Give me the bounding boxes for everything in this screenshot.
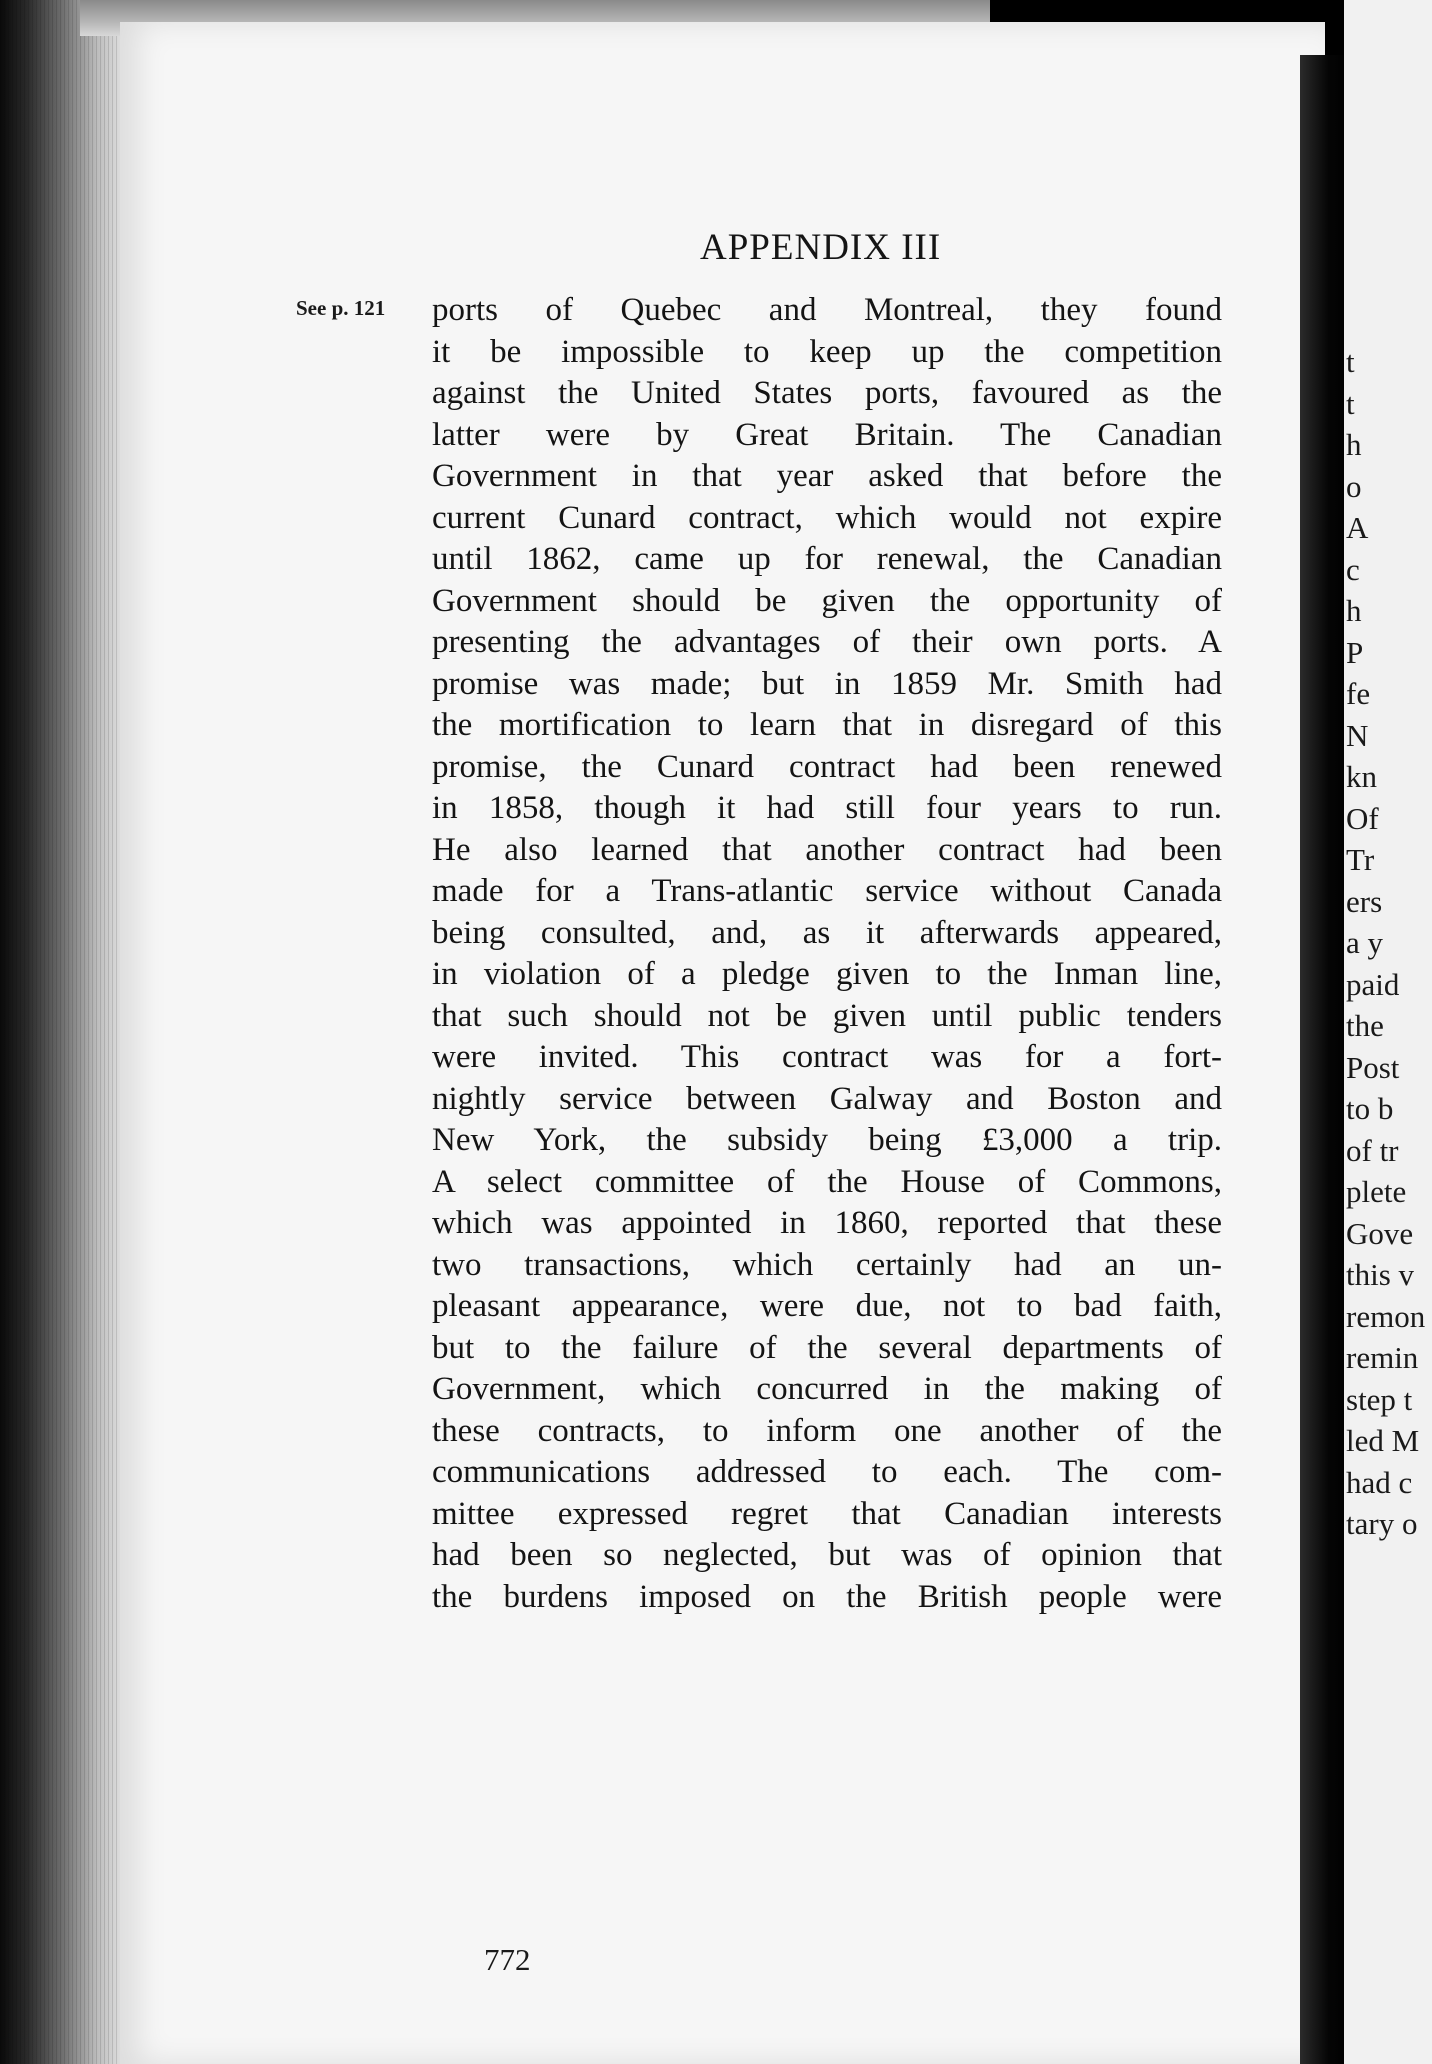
- text-line: two transactions, which certainly had an un-: [432, 1246, 1222, 1283]
- facing-line: to b: [1346, 1091, 1394, 1126]
- text-line: nightly service between Galway and Boston and: [432, 1080, 1222, 1117]
- facing-line: a y: [1346, 925, 1384, 960]
- text-line: which was appointed in 1860, reported that these: [432, 1205, 1222, 1241]
- text-line: against the United States ports, favoured as the: [432, 375, 1222, 411]
- facing-line: Tr: [1346, 842, 1375, 877]
- text-line: promise, the Cunard contract had been renewed: [432, 748, 1222, 785]
- facing-line: plete: [1346, 1174, 1407, 1209]
- facing-line: h: [1346, 593, 1362, 628]
- text-line: Government, which concurred in the making of: [432, 1371, 1222, 1407]
- margin-reference-note: See p. 121: [296, 296, 386, 320]
- text-line: in violation of a pledge given to the Inman line,: [432, 956, 1222, 992]
- text-line: being consulted, and, as it afterwards appeared,: [432, 914, 1222, 951]
- text-line: in 1858, though it had still four years to run.: [432, 790, 1222, 826]
- text-line: these contracts, to inform one another of the: [432, 1412, 1222, 1449]
- facing-page-text: [1346, 258, 1432, 1545]
- facing-line: t: [1346, 344, 1355, 379]
- text-line: made for a Trans-atlantic service without Canada: [432, 873, 1222, 909]
- body-text: [432, 290, 1222, 1618]
- text-line: communications addressed to each. The com-: [432, 1454, 1222, 1490]
- facing-line: this v: [1346, 1257, 1415, 1292]
- running-header: APPENDIX III: [700, 227, 942, 268]
- text-line: Government in that year asked that before the: [432, 458, 1222, 494]
- facing-line: [1346, 300, 1432, 342]
- facing-line: of tr: [1346, 1132, 1399, 1168]
- text-line: Government should be given the opportunity of: [432, 582, 1222, 619]
- facing-line: c: [1346, 551, 1360, 587]
- text-line: A select committee of the House of Commons,: [432, 1163, 1222, 1200]
- text-line: promise was made; but in 1859 Mr. Smith had: [432, 665, 1222, 702]
- facing-line: ers: [1346, 883, 1383, 919]
- facing-line: led M: [1346, 1423, 1420, 1458]
- facing-line: Gove: [1346, 1215, 1414, 1251]
- text-line: ports of Quebec and Montreal, they found: [432, 292, 1222, 328]
- facing-line: remon: [1346, 1298, 1426, 1334]
- facing-line: tary o: [1346, 1506, 1418, 1541]
- text-line: mittee expressed regret that Canadian interests: [432, 1495, 1222, 1532]
- text-line: presenting the advantages of their own ports. A: [432, 624, 1222, 660]
- text-line: but to the failure of the several departments of: [432, 1329, 1222, 1366]
- facing-page: [1344, 0, 1432, 2064]
- page-number: 772: [484, 1942, 531, 1977]
- text-line: latter were by Great Britain. The Canadian: [432, 416, 1222, 453]
- facing-line: kn: [1346, 759, 1377, 794]
- facing-line: the: [1346, 1008, 1384, 1043]
- text-line: it be impossible to keep up the competition: [432, 333, 1222, 370]
- facing-line: t: [1346, 385, 1355, 421]
- facing-line: [1346, 258, 1432, 300]
- text-line: that such should not be given until public tenders: [432, 997, 1222, 1034]
- book-gutter: [1300, 55, 1348, 2064]
- facing-line: remin: [1346, 1340, 1419, 1375]
- facing-line: h: [1346, 427, 1362, 462]
- facing-line: fe: [1346, 676, 1371, 711]
- facing-line: A: [1346, 510, 1369, 545]
- facing-line: Of: [1346, 800, 1379, 836]
- text-line: were invited. This contract was for a fort-: [432, 1039, 1222, 1075]
- text-line: He also learned that another contract had been: [432, 831, 1222, 868]
- text-line: had been so neglected, but was of opinion that: [432, 1537, 1222, 1573]
- facing-line: o: [1346, 468, 1362, 504]
- text-line: New York, the subsidy being £3,000 a trip.: [432, 1122, 1222, 1158]
- text-line: until 1862, came up for renewal, the Canadian: [432, 541, 1222, 577]
- text-line: the mortification to learn that in disregard of this: [432, 707, 1222, 743]
- facing-line: paid: [1346, 966, 1400, 1002]
- facing-line: P: [1346, 634, 1364, 670]
- text-line: current Cunard contract, which would not expire: [432, 499, 1222, 536]
- text-line: the burdens imposed on the British people were: [432, 1578, 1222, 1615]
- facing-line: had c: [1346, 1464, 1413, 1500]
- text-line: pleasant appearance, were due, not to bad faith,: [432, 1288, 1222, 1324]
- facing-line: Post: [1346, 1049, 1400, 1085]
- facing-line: N: [1346, 717, 1369, 753]
- facing-line: step t: [1346, 1381, 1413, 1417]
